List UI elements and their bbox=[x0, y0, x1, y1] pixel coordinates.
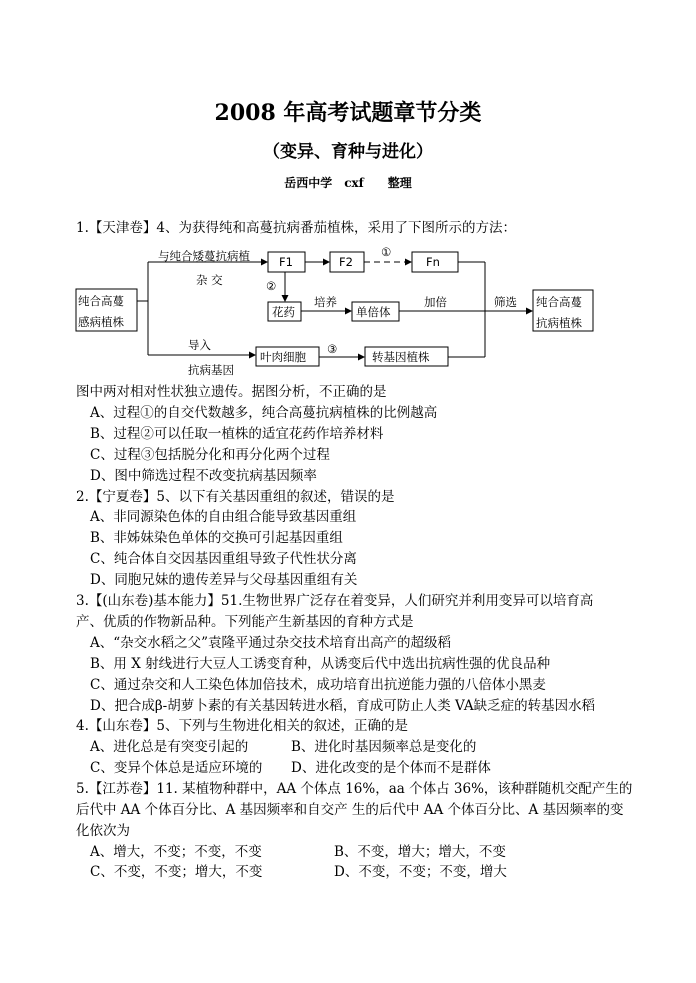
end-label-2: 抗病植株 bbox=[536, 316, 582, 330]
document-title: 2008 年高考试题章节分类 bbox=[214, 100, 482, 126]
cross-label-2: 杂 交 bbox=[196, 273, 223, 287]
step2-label: ② bbox=[266, 279, 277, 293]
author-line: 岳西中学 cxf 整理 bbox=[284, 176, 412, 190]
q3-stem-1: 3.【(山东卷)基本能力】51.生物世界广泛存在着变异，人们研究并利用变异可以培育高 bbox=[76, 593, 594, 609]
q2-option-c: C、纯合体自交因基因重组导致子代性状分离 bbox=[90, 551, 357, 567]
step1-label: ① bbox=[381, 245, 392, 259]
q2-stem: 2.【宁夏卷】5、以下有关基因重组的叙述，错误的是 bbox=[76, 489, 395, 505]
end-label-1: 纯合高蔓 bbox=[536, 295, 582, 309]
q1-option-b: B、过程②可以任取一植株的适宜花药作培养材料 bbox=[90, 426, 384, 442]
q2-option-a: A、非同源染色体的自由组合能导致基因重组 bbox=[90, 509, 357, 525]
q5-option-d: D、不变，不变；不变，增大 bbox=[334, 864, 507, 880]
q3-option-c: C、通过杂交和人工染色体加倍技术，成功培育出抗逆能力强的八倍体小黑麦 bbox=[90, 677, 546, 693]
haploid-label: 单倍体 bbox=[356, 305, 391, 319]
cross-label: 与纯合矮蔓抗病植 bbox=[158, 249, 250, 263]
q1-option-c: C、过程③包括脱分化和再分化两个过程 bbox=[90, 447, 330, 463]
q3-option-a: A、“杂交水稻之父”袁隆平通过杂交技术培育出高产的超级稻 bbox=[90, 635, 452, 651]
q1-option-a: A、过程①的自交代数越多，纯合高蔓抗病植株的比例越高 bbox=[90, 405, 438, 421]
fn-label: Fn bbox=[426, 255, 440, 269]
q5-stem-1: 5.【江苏卷】11. 某植物种群中，AA 个体点 16%，aa 个体占 36%，该种群随机交配产生的 bbox=[76, 781, 633, 797]
q3-option-d: D、把合成β-胡萝卜素的有关基因转进水稻，育成可防止人类 VA缺乏症的转基因水稻 bbox=[90, 698, 596, 714]
q5-stem-2: 后代中 AA 个体百分比、A 基因频率和自交产 生的后代中 AA 个体百分比、A 基因频率的变 bbox=[76, 802, 624, 818]
q4-option-b: B、进化时基因频率总是变化的 bbox=[291, 739, 477, 755]
document-subtitle: （变异、育种与进化） bbox=[263, 142, 433, 162]
q3-stem-2: 产、优质的作物新品种。下列能产生新基因的育种方式是 bbox=[76, 614, 414, 630]
q4-option-d: D、进化改变的是个体而不是群体 bbox=[291, 760, 491, 776]
step3-label: ③ bbox=[327, 342, 338, 356]
q3-option-b: B、用 X 射线进行大豆人工诱变育种，从诱变后代中选出抗病性强的优良品种 bbox=[90, 656, 551, 672]
q4-option-c: C、变异个体总是适应环境的 bbox=[90, 760, 263, 776]
q1-after: 图中两对相对性状独立遗传。据图分析，不正确的是 bbox=[76, 384, 387, 400]
f2-label: F2 bbox=[339, 255, 353, 269]
transgenic-label: 转基因植株 bbox=[372, 350, 430, 364]
q5-option-c: C、不变，不变；增大，不变 bbox=[90, 864, 263, 880]
start-label-2: 感病植株 bbox=[78, 315, 124, 329]
pollen-label: 花药 bbox=[272, 305, 295, 319]
import-label: 导入 bbox=[188, 338, 211, 352]
screen-label: 筛选 bbox=[494, 295, 517, 309]
q2-option-d: D、同胞兄妹的遗传差异与父母基因重组有关 bbox=[90, 572, 358, 588]
q1-stem: 1.【天津卷】4、为获得纯和高蔓抗病番茄植株，采用了下图所示的方法： bbox=[76, 220, 516, 236]
q5-stem-3: 化依次为 bbox=[76, 823, 130, 839]
q5-option-a: A、增大，不变；不变，不变 bbox=[90, 844, 262, 860]
import-label-2: 抗病基因 bbox=[188, 363, 234, 377]
leaf-label: 叶肉细胞 bbox=[260, 350, 306, 364]
start-label-1: 纯合高蔓 bbox=[78, 294, 124, 308]
q5-option-b: B、不变，增大；增大，不变 bbox=[334, 844, 506, 860]
culture-label: 培养 bbox=[314, 295, 337, 309]
f1-label: F1 bbox=[279, 255, 293, 269]
q4-option-a: A、进化总是有突变引起的 bbox=[90, 739, 249, 755]
q1-option-d: D、图中筛选过程不改变抗病基因频率 bbox=[90, 468, 317, 484]
double-label: 加倍 bbox=[424, 295, 447, 309]
q4-stem: 4.【山东卷】5、下列与生物进化相关的叙述，正确的是 bbox=[76, 718, 408, 734]
q2-option-b: B、非姊妹染色单体的交换可引起基因重组 bbox=[90, 530, 343, 546]
